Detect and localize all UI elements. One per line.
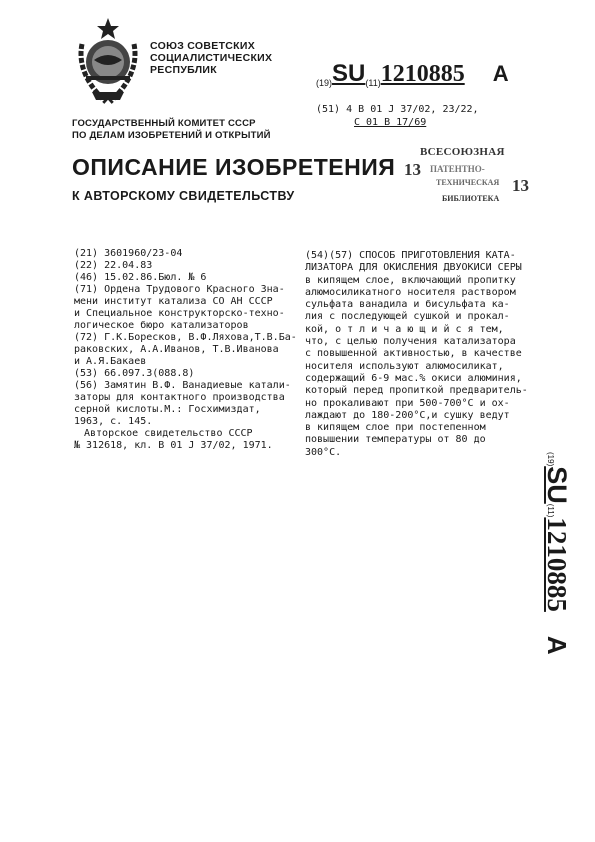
abstract-line: лаждают до 180-200°C,и сушку ведут bbox=[305, 409, 510, 421]
abstract-line: в кипящем слое при постепенном bbox=[305, 422, 486, 434]
stamp-number: 13 bbox=[512, 176, 529, 195]
committee-line: ГОСУДАРСТВЕННЫЙ КОМИТЕТ СССР bbox=[72, 118, 256, 129]
biblio-line: и Специальное конструкторско-техно- bbox=[74, 308, 285, 319]
org-line: РЕСПУБЛИК bbox=[150, 64, 217, 76]
abstract-line: но прокаливают при 500-700°C и ох- bbox=[305, 397, 510, 409]
biblio-line: мени институт катализа СО АН СССР bbox=[74, 296, 273, 307]
biblio-line: (56) Замятин В.Ф. Ванадиевые катали- bbox=[74, 380, 291, 391]
biblio-line: (22) 22.04.83 bbox=[74, 260, 153, 271]
patent-kind: A bbox=[492, 61, 509, 86]
abstract-line: сульфата ванадила и бисульфата ка- bbox=[305, 299, 510, 311]
ussr-state-emblem-icon bbox=[72, 14, 144, 110]
ipc-classification bbox=[316, 103, 479, 129]
abstract-line: лия с последующей сушкой и прокал- bbox=[305, 311, 510, 323]
country-code: SU bbox=[332, 60, 366, 87]
abstract-line: ЛИЗАТОРА ДЛЯ ОКИСЛЕНИЯ ДВУОКИСИ СЕРЫ bbox=[305, 262, 522, 274]
biblio-line: (46) 15.02.86.Бюл. № 6 bbox=[74, 272, 207, 283]
biblio-line: и А.Я.Бакаев bbox=[74, 356, 147, 367]
org-line: СОЦИАЛИСТИЧЕСКИХ bbox=[150, 52, 273, 64]
stamp-line: ПАТЕНТНО- bbox=[430, 164, 485, 174]
country-code-label: (19) bbox=[316, 78, 333, 88]
biblio-line: (53) 66.097.3(088.8) bbox=[74, 368, 195, 379]
org-line: СОЮЗ СОВЕТСКИХ bbox=[150, 40, 256, 52]
abstract-claim bbox=[305, 250, 533, 459]
side-code-label: (11) bbox=[546, 503, 555, 518]
side-country: SU bbox=[542, 466, 572, 504]
ipc-line: 4 B 01 J 37/02, 23/22, bbox=[346, 104, 479, 115]
stamp-line: ВСЕСОЮЗНАЯ bbox=[420, 146, 505, 158]
abstract-line: содержащий 6-9 мас.% окиси алюминия, bbox=[305, 372, 522, 384]
abstract-line: носителя используют алюмосиликат, bbox=[305, 360, 504, 372]
patent-number-header bbox=[316, 60, 509, 88]
committee-name bbox=[72, 118, 271, 142]
abstract-line: кой, о т л и ч а ю щ и й с я тем, bbox=[305, 323, 504, 335]
ipc-line: C 01 B 17/69 bbox=[354, 117, 427, 128]
document-title: ОПИСАНИЕ ИЗОБРЕТЕНИЯ bbox=[72, 154, 396, 180]
patent-number: 1210885 bbox=[380, 61, 465, 87]
side-number: 1210885 bbox=[542, 517, 572, 612]
side-patent-number bbox=[532, 452, 572, 655]
stamp-line: БИБЛИОТЕКА bbox=[442, 194, 500, 203]
biblio-line: (21) 3601960/23-04 bbox=[74, 248, 183, 259]
abstract-line: что, с целью получения катализатора bbox=[305, 336, 516, 348]
number-code-label: (11) bbox=[365, 78, 381, 88]
biblio-line: логическое бюро катализаторов bbox=[74, 320, 249, 331]
bibliographic-data bbox=[74, 248, 296, 452]
abstract-line: с повышенной активностью, в качестве bbox=[305, 348, 522, 360]
abstract-line: повышении температуры от 80 до bbox=[305, 434, 486, 446]
biblio-line: (72) Г.К.Боресков, В.Ф.Ляхова,Т.В.Ба- bbox=[74, 332, 297, 343]
biblio-line: Авторское свидетельство СССР bbox=[84, 428, 253, 439]
document-subtitle: К АВТОРСКОМУ СВИДЕТЕЛЬСТВУ bbox=[72, 189, 295, 203]
library-stamp bbox=[404, 144, 536, 210]
abstract-line: алюмосиликатного носителя раствором bbox=[305, 286, 516, 298]
biblio-line: № 312618, кл. B 01 J 37/02, 1971. bbox=[74, 440, 273, 451]
biblio-line: 1963, с. 145. bbox=[74, 416, 153, 427]
country-name-block bbox=[150, 40, 272, 76]
ipc-code-label: (51) bbox=[316, 104, 341, 115]
abstract-line: в кипящем слое, включающий пропитку bbox=[305, 274, 516, 286]
abstract-line: (54)(57) СПОСОБ ПРИГОТОВЛЕНИЯ КАТА- bbox=[305, 250, 516, 261]
abstract-line: который перед пропиткой предваритель- bbox=[305, 385, 528, 397]
abstract-line: 300°C. bbox=[305, 446, 342, 458]
committee-line: ПО ДЕЛАМ ИЗОБРЕТЕНИЙ И ОТКРЫТИЙ bbox=[72, 130, 271, 141]
biblio-line: заторы для контактного производства bbox=[74, 392, 285, 403]
biblio-line: серной кислоты.М.: Госхимиздат, bbox=[74, 404, 261, 415]
biblio-line: (71) Ордена Трудового Красного Зна- bbox=[74, 284, 285, 295]
stamp-line: ТЕХНИЧЕСКАЯ bbox=[436, 178, 500, 187]
side-kind: A bbox=[542, 635, 572, 655]
side-code-label: (19) bbox=[546, 452, 555, 467]
stamp-number: 13 bbox=[404, 160, 421, 179]
biblio-line: раковских, А.А.Иванов, Т.В.Иванова bbox=[74, 344, 279, 355]
